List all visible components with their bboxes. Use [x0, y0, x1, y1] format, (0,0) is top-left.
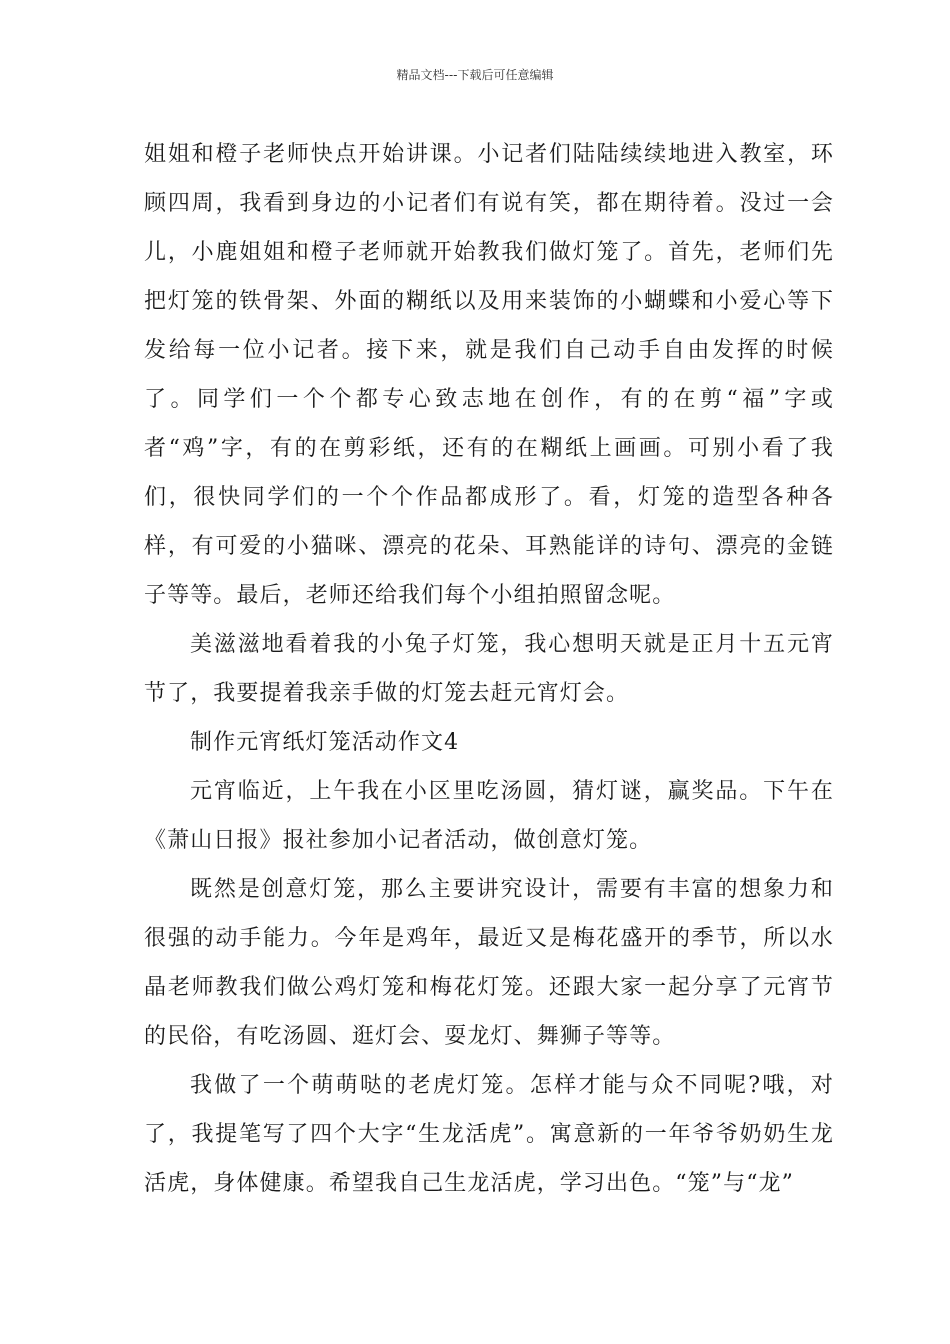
paragraph-tiger-lantern: 我做了一个萌萌哒的老虎灯笼。怎样才能与众不同呢?哦，对了，我提笔写了四个大字“生龙活虎”。寓意新的一年爷爷奶奶生龙活虎，身体健康。希望我自己生龙活虎，学习出色。“笼”与“龙”	[144, 1073, 834, 1196]
paragraph-lantern-festival: 元宵临近，上午我在小区里吃汤圆，猜灯谜，赢奖品。下午在《萧山日报》报社参加小记者活动，做创意灯笼。	[144, 779, 834, 853]
paragraph-continuation: 姐姐和橙子老师快点开始讲课。小记者们陆陆续续地进入教室，环顾四周，我看到身边的小记者们有说有笑，都在期待着。没过一会儿，小鹿姐姐和橙子老师就开始教我们做灯笼了。首先，老师们先把灯笼的铁骨架、外面的糊纸以及用来装饰的小蝴蝶和小爱心等下发给每一位小记者。接下来，就是我们自己动手自由发挥的时候了。同学们一个个都专心致志地在创作，有的在剪“福”字或者“鸡”字，有的在剪彩纸，还有的在糊纸上画画。可别小看了我们，很快同学们的一个个作品都成形了。看，灯笼的造型各种各样，有可爱的小猫咪、漂亮的花朵、耳熟能详的诗句、漂亮的金链子等等。最后，老师还给我们每个小组拍照留念呢。	[144, 142, 834, 608]
document-body	[144, 130, 834, 1208]
paragraph-creative-lantern: 既然是创意灯笼，那么主要讲究设计，需要有丰富的想象力和很强的动手能力。今年是鸡年，最近又是梅花盛开的季节，所以水晶老师教我们做公鸡灯笼和梅花灯笼。还跟大家一起分享了元宵节的民俗，有吃汤圆、逛灯会、耍龙灯、舞狮子等等。	[144, 877, 834, 1049]
essay-title: 制作元宵纸灯笼活动作文4	[190, 730, 460, 755]
paragraph-rabbit-lantern: 美滋滋地看着我的小兔子灯笼，我心想明天就是正月十五元宵节了，我要提着我亲手做的灯笼去赶元宵灯会。	[144, 632, 834, 706]
page-header: 精品文档---下载后可任意编辑	[396, 68, 554, 82]
